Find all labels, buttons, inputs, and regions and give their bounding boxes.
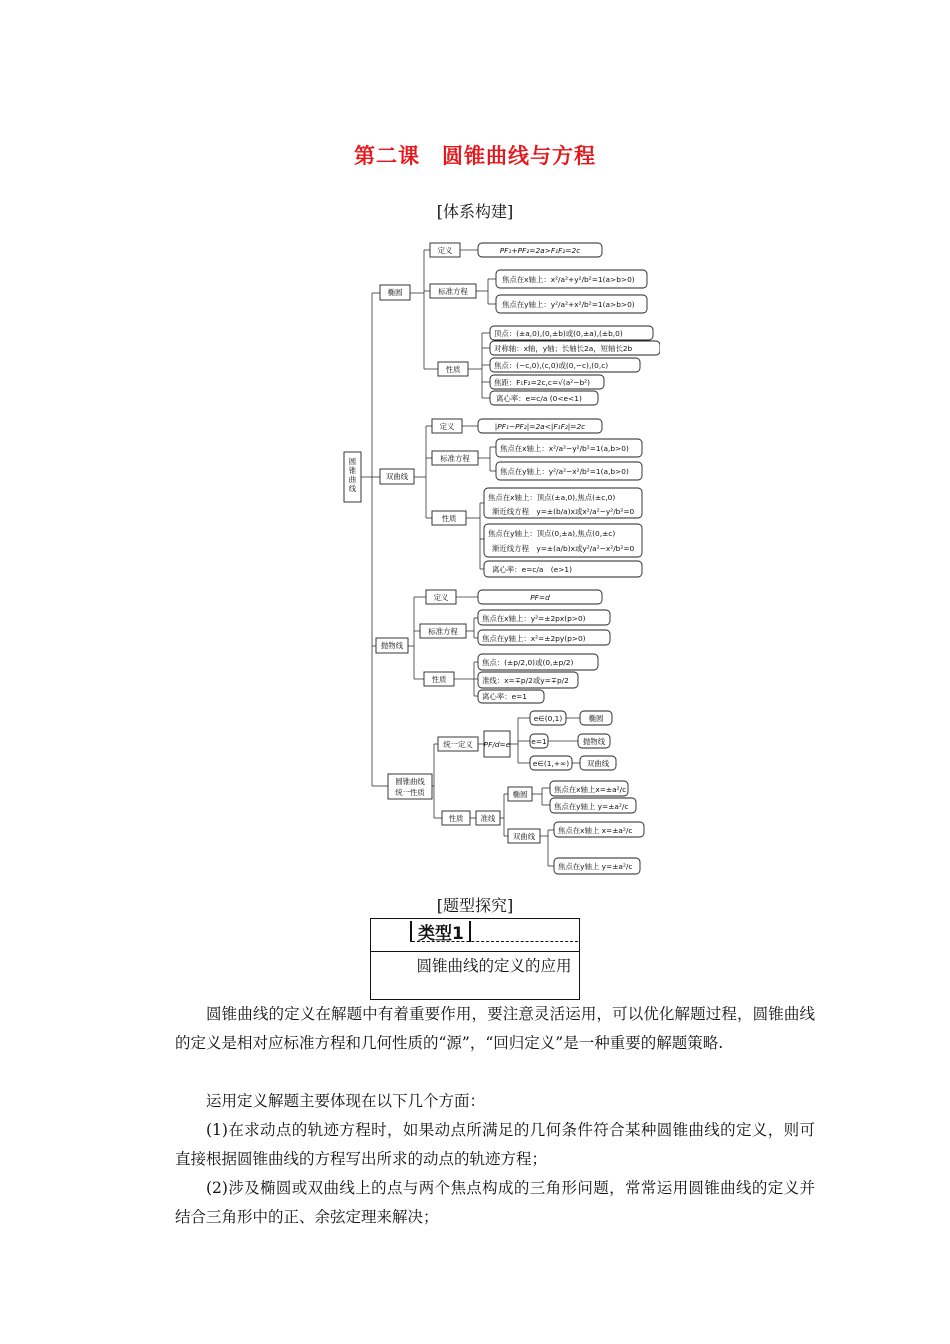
node-unified-line2: 统一性质: [395, 788, 425, 797]
parabola-std-x: 焦点在x轴上：y²=±2px(p>0): [482, 614, 586, 623]
section-heading-types: [题型探究]: [436, 896, 514, 915]
parabola-std-label: 标准方程: [428, 627, 458, 636]
unified-directrix-label: 准线: [480, 814, 496, 823]
unified-def-label: 统一定义: [443, 740, 473, 749]
unified-e-hyperbola-name: 双曲线: [586, 759, 610, 768]
paragraph-1: 圆锥曲线的定义在解题中有着重要作用，要注意灵活运用，可以优化解题过程，圆锥曲线的定义是相对应标准方程和几何性质的“源”，“回归定义”是一种重要的解题策略.: [175, 1005, 815, 1052]
unified-e-parabola-name: 抛物线: [582, 737, 606, 746]
hyperbola-prop-x-vertices: 焦点在x轴上：顶点(±a,0),焦点(±c,0): [488, 493, 616, 502]
node-parabola: 抛物线: [380, 641, 404, 650]
unified-ellipse: 椭圆: [512, 790, 528, 799]
ellipse-def-text: PF₁+PF₂=2a>F₁F₂=2c: [499, 246, 581, 255]
node-unified-line1: 圆锥曲线: [395, 777, 425, 786]
ellipse-std-y: 焦点在y轴上：y²/a²+x²/b²=1(a>b>0): [502, 300, 635, 309]
hyperbola-def-label: 定义: [439, 422, 455, 431]
node-root-label: 圆锥曲线: [348, 457, 357, 493]
paragraph-2: 运用定义解题主要体现在以下几个方面：: [206, 1092, 486, 1110]
parabola-prop-eccentricity: 离心率：e=1: [482, 692, 528, 701]
hyperbola-prop-y-vertices: 焦点在y轴上：顶点(0,±a),焦点(0,±c): [488, 529, 616, 538]
paragraph-3: (1)在求动点的轨迹方程时，如果动点所满足的几何条件符合某种圆锥曲线的定义，则可直接根据圆锥曲线的方程写出所求的动点的轨迹方程；: [175, 1121, 815, 1168]
node-hyperbola: 双曲线: [385, 472, 409, 481]
unified-ratio: PF/d=e: [483, 740, 511, 749]
unified-hyperbola: 双曲线: [512, 832, 536, 841]
concept-tree-diagram: [330, 236, 660, 876]
hyperbola-prop-x-asymptote: 渐近线方程 y=±(b/a)x或x²/a²−y²/b²=0: [492, 507, 635, 516]
unified-e-ellipse-name: 椭圆: [588, 714, 604, 723]
unified-e-ellipse: e∈(0,1): [533, 714, 563, 723]
unified-prop-label: 性质: [448, 814, 464, 823]
ellipse-prop-focal-distance: 焦距：F₁F₂=2c,c=√(a²−b²): [494, 378, 590, 387]
parabola-def-text: PF=d: [530, 593, 550, 602]
unified-hyperbola-y: 焦点在y轴上 y=±a²/c: [558, 862, 633, 871]
hyperbola-prop-label: 性质: [441, 514, 457, 523]
type-title: 圆锥曲线的定义的应用: [416, 957, 572, 975]
ellipse-prop-eccentricity: 离心率：e=c/a (0<e<1): [496, 394, 582, 403]
parabola-prop-directrix: 准线：x=∓p/2或y=∓p/2: [482, 676, 569, 685]
parabola-std-y: 焦点在y轴上：x²=±2py(p>0): [482, 634, 586, 643]
parabola-prop-label: 性质: [431, 675, 447, 684]
hyperbola-std-x: 焦点在x轴上：x²/a²−y²/b²=1(a,b>0): [500, 444, 629, 453]
ellipse-std-label: 标准方程: [438, 287, 468, 296]
unified-hyperbola-x: 焦点在x轴上 x=±a²/c: [558, 826, 633, 835]
section-heading-system: [体系构建]: [436, 202, 514, 221]
paragraph-4: (2)涉及椭圆或双曲线上的点与两个焦点构成的三角形问题，常常运用圆锥曲线的定义并结合三角形中的正、余弦定理来解决；: [175, 1179, 815, 1226]
type-label: 类型1: [418, 924, 464, 944]
unified-e-parabola: e=1: [531, 737, 547, 746]
parabola-prop-focus: 焦点：(±p/2,0)或(0,±p/2): [482, 658, 574, 667]
page-title: 第二课 圆锥曲线与方程: [354, 144, 596, 168]
ellipse-def-label: 定义: [437, 246, 453, 255]
ellipse-std-x: 焦点在x轴上：x²/a²+y²/b²=1(a>b>0): [502, 275, 635, 284]
hyperbola-prop-eccentricity: 离心率：e=c/a (e>1): [492, 565, 572, 574]
unified-e-hyperbola: e∈(1,+∞): [532, 759, 570, 768]
unified-ellipse-x: 焦点在x轴上x=±a²/c: [554, 785, 627, 794]
unified-ellipse-y: 焦点在y轴上 y=±a²/c: [554, 802, 629, 811]
hyperbola-prop-y-asymptote: 渐近线方程 y=±(a/b)x或y²/a²−x²/b²=0: [492, 544, 635, 553]
ellipse-prop-vertices: 顶点：(±a,0),(0,±b)或(0,±a),(±b,0): [494, 329, 623, 338]
ellipse-prop-foci: 焦点：(−c,0),(c,0)或(0,−c),(0,c): [494, 361, 609, 370]
ellipse-prop-label: 性质: [445, 365, 461, 374]
node-ellipse: 椭圆: [387, 288, 403, 297]
hyperbola-std-y: 焦点在y轴上：y²/a²−x²/b²=1(a,b>0): [500, 467, 629, 476]
type-label-left-bar: [410, 921, 412, 942]
hyperbola-def-text: |PF₁−PF₂|=2a<|F₁F₂|=2c: [494, 422, 586, 431]
type-label-right-bar: [469, 921, 471, 942]
hyperbola-std-label: 标准方程: [440, 454, 470, 463]
ellipse-prop-axes: 对称轴：x轴，y轴；长轴长2a，短轴长2b: [494, 344, 633, 353]
parabola-def-label: 定义: [433, 593, 449, 602]
type-divider: [371, 951, 579, 952]
